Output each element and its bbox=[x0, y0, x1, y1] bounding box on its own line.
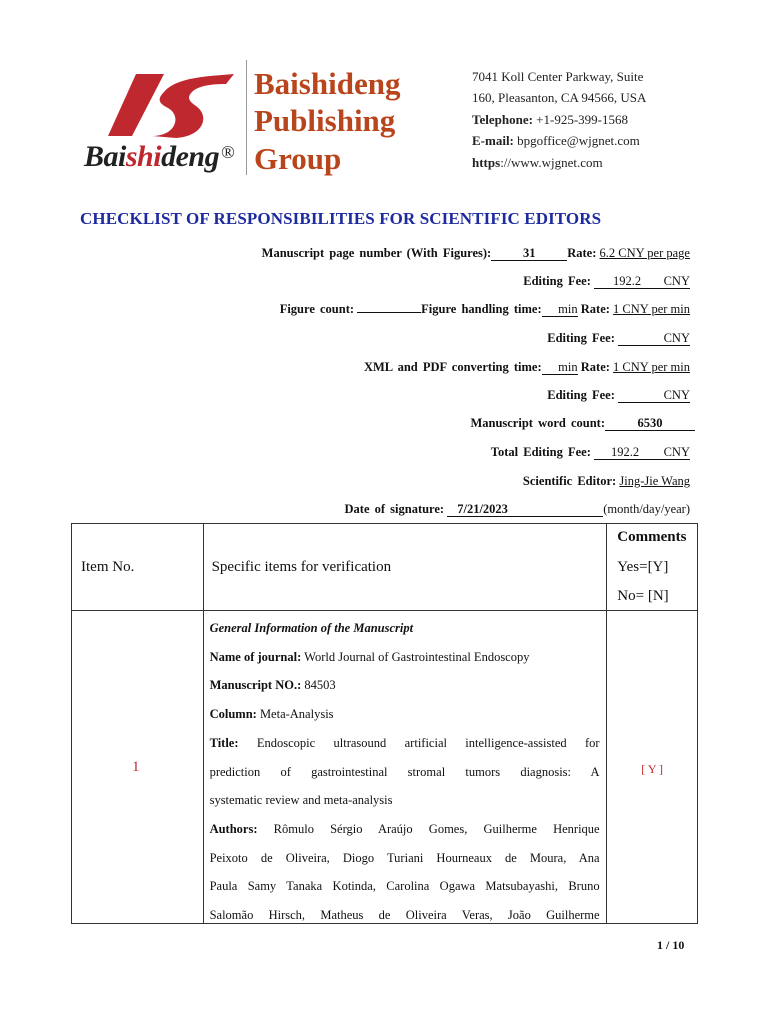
address-line-2: 160, Pleasanton, CA 94566, USA bbox=[472, 90, 647, 105]
brand-line-2: Publishing bbox=[254, 103, 396, 138]
brand-line-1: Baishideng bbox=[254, 66, 401, 101]
website[interactable]: https://www.wjgnet.com bbox=[472, 155, 603, 170]
scientific-editor-line: Scientific Editor: Jing-Jie Wang bbox=[522, 474, 690, 488]
logo-wordmark: Baishideng ® bbox=[84, 140, 235, 173]
column-type: Column: Meta-Analysis bbox=[209, 707, 334, 722]
editing-fee-line-3: Editing Fee: CNY bbox=[547, 388, 690, 402]
total-fee-line: Total Editing Fee: 192.2 CNY bbox=[490, 445, 690, 459]
telephone: Telephone: +1-925-399-1568 bbox=[472, 112, 628, 127]
editing-fee-line-2: Editing Fee: CNY bbox=[547, 331, 690, 345]
comment-answer: [ Y ] bbox=[641, 762, 664, 776]
manuscript-number: Manuscript NO.: 84503 bbox=[209, 678, 336, 693]
checklist-table bbox=[71, 523, 698, 924]
word-count-line: Manuscript word count: 6530 bbox=[470, 416, 695, 431]
header-divider bbox=[246, 60, 247, 175]
page-number: 1 / 10 bbox=[657, 938, 685, 952]
table-header-row bbox=[72, 524, 698, 611]
manuscript-title: Title: Endoscopic ultrasound artificial intelligence-assisted for bbox=[209, 735, 600, 750]
figure-line: Figure count: Figure handling time: min Rate: 1 CNY per min bbox=[279, 302, 690, 316]
section-heading: General Information of the Manuscript bbox=[209, 621, 414, 635]
editing-fee-line-1: Editing Fee: 192.2 CNY bbox=[523, 274, 690, 288]
table-row bbox=[72, 611, 698, 924]
col-header-specific-items: Specific items for verification bbox=[211, 559, 392, 575]
manuscript-authors: Authors: Rômulo Sérgio Araújo Gomes, Guilherme Henrique bbox=[209, 821, 600, 836]
date-line: Date of signature: 7/21/2023 (month/day/year) bbox=[344, 502, 690, 516]
xml-line: XML and PDF converting time: min Rate: 1 CNY per min bbox=[363, 360, 690, 374]
page-title: CHECKLIST OF RESPONSIBILITIES FOR SCIENTIFIC EDITORS bbox=[80, 209, 602, 228]
row-number: 1 bbox=[132, 759, 140, 775]
baishideng-logo-icon bbox=[106, 70, 236, 140]
page-number-line: Manuscript page number (With Figures): 31 Rate: 6.2 CNY per page bbox=[261, 246, 690, 260]
journal-name: Name of journal: World Journal of Gastrointestinal Endoscopy bbox=[209, 649, 530, 664]
email: E-mail: bpgoffice@wjgnet.com bbox=[472, 133, 640, 148]
col-header-comments: Comments Yes=[Y] No= [N] bbox=[617, 529, 687, 604]
brand-line-3: Group bbox=[254, 141, 342, 176]
col-header-item-no: Item No. bbox=[81, 559, 135, 575]
manuscript-info: General Information of the Manuscript Name of journal: World Journal of Gastrointestinal Endoscopy Manuscript NO.: 84503 Column: Meta-Analysis Title: Endoscopic ultrasound artificial intelligence-assisted for prediction of gastrointestinal stromal tumors diagnosis: A systematic review and meta-analysis Authors: Rômulo Sérgio Araújo Gomes, Guilherme Henrique Peixoto de Oliveira, Diogo Turiani Hourneaux de Moura, Ana Paula Samy Tanaka Kotinda, Carolina Ogawa Matsubayashi, Bruno Salomão Hirsch, Matheus de Oliveira Veras, João Guilherme bbox=[210, 614, 600, 930]
address-line-1: 7041 Koll Center Parkway, Suite bbox=[472, 69, 644, 84]
